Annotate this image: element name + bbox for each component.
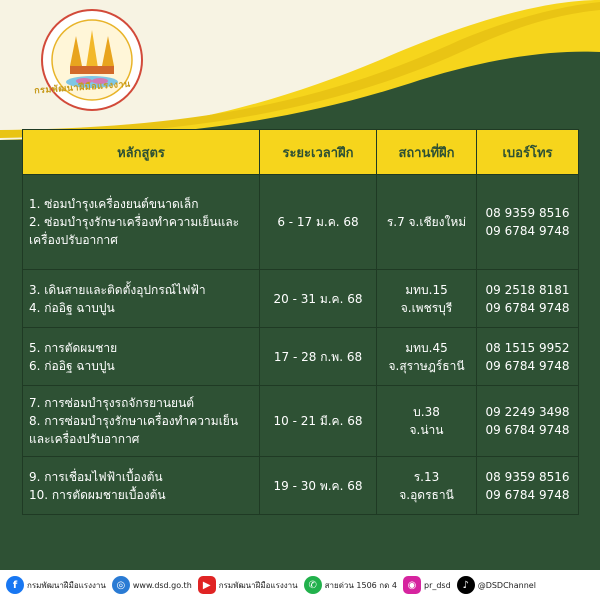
phone-number: 08 9359 8516 — [485, 206, 570, 220]
place-line: ร.13 — [413, 469, 440, 484]
header-course: หลักสูตร — [23, 130, 260, 175]
footer-tiktok[interactable] — [457, 576, 536, 594]
course-line: 3. เดินสายและติดตั้งอุปกรณ์ไฟฟ้า — [29, 282, 206, 297]
tiktok-label: @DSDChannel — [477, 580, 536, 590]
training-schedule-table — [22, 129, 579, 515]
duration-cell: 6 - 17 ม.ค. 68 — [260, 175, 377, 270]
phone-number: 09 6784 9748 — [485, 224, 570, 238]
course-line: และเครื่องปรับอากาศ — [29, 432, 140, 446]
course-line: 7. การซ่อมบำรุงรถจักรยานยนต์ — [29, 396, 195, 410]
phone-number: 08 9359 8516 — [485, 469, 570, 484]
duration-cell: 17 - 28 ก.พ. 68 — [260, 328, 377, 386]
place-cell — [377, 386, 477, 457]
place-line: จ.น่าน — [409, 423, 444, 437]
header-duration: ระยะเวลาฝึก — [260, 130, 377, 175]
course-cell — [23, 270, 260, 328]
course-line: 2. ซ่อมบำรุงรักษาเครื่องทำความเย็นและ — [29, 215, 240, 229]
tiktok-icon: ♪ — [457, 576, 475, 594]
phone-number: 09 6784 9748 — [485, 300, 570, 315]
phone-cell — [477, 457, 579, 515]
place-line: บ.38 — [413, 405, 440, 419]
phone-icon: ✆ — [304, 576, 322, 594]
table-row — [23, 328, 579, 386]
footer-facebook[interactable] — [6, 576, 106, 594]
footer-website[interactable] — [112, 576, 192, 594]
phone-number: 09 2249 3498 — [485, 405, 570, 419]
website-label: www.dsd.go.th — [132, 580, 192, 590]
footer-contact-bar — [0, 570, 600, 600]
place-cell — [377, 270, 477, 328]
course-line: 9. การเชื่อมไฟฟ้าเบื้องต้น — [29, 469, 163, 484]
course-line: 6. ก่ออิฐ ฉาบปูน — [29, 358, 115, 373]
table-row — [23, 386, 579, 457]
place-cell — [377, 328, 477, 386]
place-cell — [377, 457, 477, 515]
phone-number: 09 6784 9748 — [485, 487, 570, 502]
place-line: จ.เพชรบุรี — [400, 300, 453, 315]
place-line: มทบ.45 — [405, 340, 448, 355]
hotline-label: สายด่วน 1506 กด 4 — [324, 580, 397, 590]
place-line: มทบ.15 — [405, 282, 448, 297]
phone-number: 09 6784 9748 — [485, 358, 570, 373]
phone-number: 09 6784 9748 — [485, 423, 570, 437]
course-line: 5. การตัดผมชาย — [29, 340, 118, 355]
course-cell — [23, 328, 260, 386]
place-line: จ.อุดรธานี — [399, 487, 454, 502]
instagram-label: pr_dsd — [423, 580, 451, 590]
table-header-row — [23, 130, 579, 175]
dsd-logo-seal — [40, 8, 144, 112]
header-phone: เบอร์โทร — [477, 130, 579, 175]
course-line: 1. ซ่อมบำรุงเครื่องยนต์ขนาดเล็ก — [29, 197, 199, 211]
course-line: 8. การซ่อมบำรุงรักษาเครื่องทำความเย็น — [29, 414, 239, 428]
header-place: สถานที่ฝึก — [377, 130, 477, 175]
table-row — [23, 175, 579, 270]
course-line: เครื่องปรับอากาศ — [29, 233, 118, 247]
course-line: 4. ก่ออิฐ ฉาบปูน — [29, 300, 115, 315]
duration-cell: 20 - 31 ม.ค. 68 — [260, 270, 377, 328]
phone-cell — [477, 270, 579, 328]
facebook-icon: f — [6, 576, 24, 594]
facebook-label: กรมพัฒนาฝีมือแรงงาน — [27, 580, 106, 590]
place-line: จ.สุราษฎร์ธานี — [388, 358, 465, 373]
youtube-icon: ▶ — [198, 576, 216, 594]
place-cell — [377, 175, 477, 270]
phone-number: 08 1515 9952 — [485, 340, 570, 355]
duration-cell: 10 - 21 มี.ค. 68 — [260, 386, 377, 457]
footer-hotline[interactable] — [304, 576, 397, 594]
table-row — [23, 270, 579, 328]
duration-cell: 19 - 30 พ.ค. 68 — [260, 457, 377, 515]
instagram-icon: ◉ — [403, 576, 421, 594]
course-cell — [23, 457, 260, 515]
phone-cell — [477, 386, 579, 457]
logo-text: กรมพัฒนาฝีมือแรงงาน — [33, 79, 132, 97]
globe-icon: ◎ — [112, 576, 130, 594]
phone-cell — [477, 175, 579, 270]
footer-youtube[interactable] — [198, 576, 298, 594]
phone-number: 09 2518 8181 — [485, 282, 570, 297]
phone-cell — [477, 328, 579, 386]
course-cell — [23, 175, 260, 270]
place-line: ร.7 จ.เชียงใหม่ — [386, 215, 467, 229]
youtube-label: กรมพัฒนาฝีมือแรงงาน — [218, 580, 298, 590]
footer-instagram[interactable] — [403, 576, 451, 594]
course-line: 10. การตัดผมชายเบื้องต้น — [29, 487, 166, 502]
table-row — [23, 457, 579, 515]
course-cell — [23, 386, 260, 457]
